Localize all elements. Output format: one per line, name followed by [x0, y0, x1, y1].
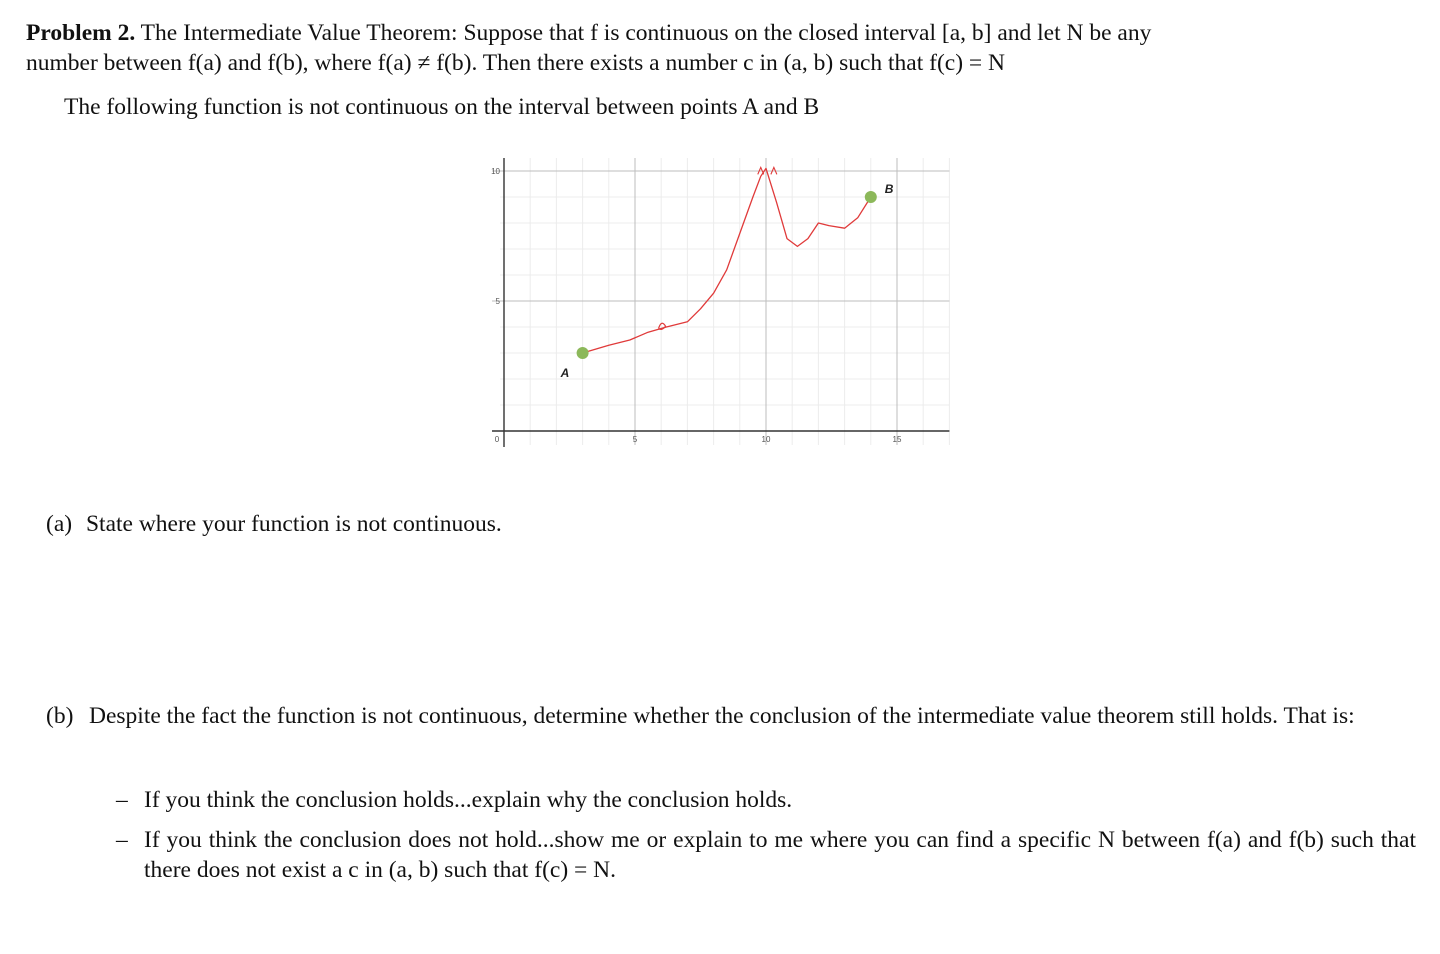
problem-heading: Problem 2.	[26, 20, 136, 46]
bullet-dash: –	[116, 787, 128, 813]
curve-layer	[583, 167, 871, 353]
function-graph	[470, 150, 960, 455]
part-b	[46, 701, 1418, 731]
graph-svg	[470, 150, 960, 455]
problem-statement	[26, 18, 1418, 78]
x-tick-label: 10	[761, 435, 771, 444]
point-label-b: B	[884, 182, 894, 196]
theorem-line-2: number between f(a) and f(b), where f(a) ≠ f(b). Then there exists a number c in (a, b) such that f(c) = N	[26, 50, 1006, 76]
x-tick-label: 15	[892, 435, 902, 444]
part-b-text: Despite the fact the function is not continuous, determine whether the conclusion of the intermediate value theorem still holds. That is:	[89, 703, 1355, 729]
bullet-item	[116, 825, 1416, 885]
x-tick-label: 5	[632, 435, 638, 444]
part-a-text: State where your function is not continuous.	[85, 511, 502, 537]
theorem-text-1: The Intermediate Value Theorem: Suppose that f is continuous on the closed interval [a, b] and let N be any	[140, 20, 1152, 46]
point-b	[865, 191, 877, 203]
function-curve	[583, 168, 871, 353]
grid-major	[492, 158, 949, 445]
part-a-label: (a)	[46, 511, 73, 537]
bullet-text: If you think the conclusion holds...explain why the conclusion holds.	[144, 787, 793, 813]
part-b-label: (b)	[46, 703, 74, 729]
theorem-line-1	[26, 18, 1418, 48]
bullet-text: If you think the conclusion does not hold...show me or explain to me where you can find a specific N between f(a) and f(b) such that there does not exist a c in (a, b) such that f(c) = N.	[144, 827, 1416, 883]
bullet-dash: –	[116, 827, 128, 853]
graph-ticks	[491, 167, 902, 444]
part-a	[46, 509, 502, 539]
y-tick-label: 5	[495, 297, 500, 306]
points-layer	[560, 182, 894, 380]
y-tick-label: 10	[491, 167, 500, 176]
graph-axes	[492, 158, 949, 447]
point-a	[577, 347, 589, 359]
x-tick-label: 0	[494, 435, 500, 444]
intro-text: The following function is not continuous on the interval between points A and B	[64, 94, 820, 120]
point-label-a: A	[560, 366, 570, 380]
bullet-item	[116, 785, 1416, 815]
